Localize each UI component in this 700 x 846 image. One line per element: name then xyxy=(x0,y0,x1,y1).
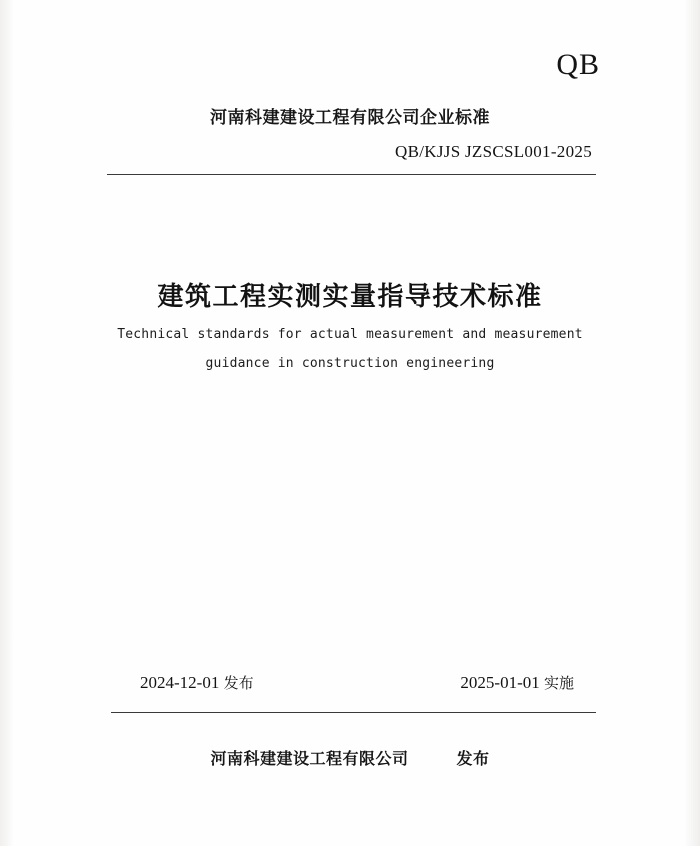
document-title-chinese: 建筑工程实测实量指导技术标准 xyxy=(157,282,543,312)
issuer-name: 河南科建建设工程有限公司 xyxy=(210,749,409,768)
effective-date-label: 实施 xyxy=(543,674,574,692)
publish-date-value: 2024-12-01 xyxy=(140,673,220,692)
issuer-verb: 发布 xyxy=(456,749,490,768)
dates-row xyxy=(110,672,596,693)
document-title-english-line2: guidance in construction engineering xyxy=(205,356,495,371)
standard-owner-line: 河南科建建设工程有限公司企业标准 xyxy=(210,108,490,128)
standard-code: QB/KJJS JZSCSL001-2025 xyxy=(395,142,592,161)
header-divider xyxy=(107,174,596,175)
standard-type-mark: QB xyxy=(556,48,600,81)
document-title-english-line1: Technical standards for actual measurement and measurement xyxy=(117,327,583,342)
effective-date-value: 2025-01-01 xyxy=(460,673,540,692)
publish-date-block xyxy=(140,672,254,693)
issuer-line xyxy=(0,746,700,769)
footer-divider xyxy=(111,712,596,713)
publish-date-label: 发布 xyxy=(223,674,254,692)
effective-date-block xyxy=(460,672,574,693)
document-title-english xyxy=(0,320,700,378)
